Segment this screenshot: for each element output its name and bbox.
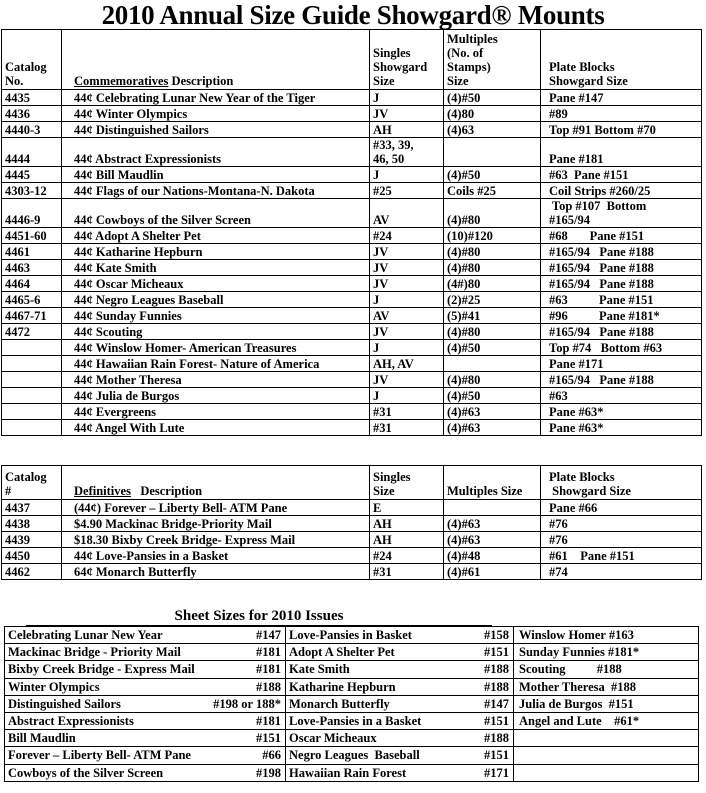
table-row — [5, 644, 699, 661]
catalog-number: 4446-9 — [2, 199, 62, 228]
catalog-number — [2, 340, 62, 356]
issue-name: Abstract Expressionists — [8, 714, 134, 729]
plate-block-size: #63 — [541, 388, 702, 404]
table-row — [2, 420, 702, 436]
issue-name: Negro Leagues Baseball — [289, 748, 420, 763]
plate-block-size: Coil Strips #260/25 — [541, 183, 702, 199]
table-row — [2, 356, 702, 372]
definitives-table — [1, 465, 702, 580]
plate-block-size: Top #91 Bottom #70 — [541, 122, 702, 138]
multiples-size: (4)80 — [444, 106, 541, 122]
singles-size: AH — [370, 122, 444, 138]
sheet-size: #151 — [484, 714, 509, 729]
sheet-size: #188 — [256, 679, 281, 694]
stamp-description: 44¢ Katharine Hepburn — [62, 244, 370, 260]
catalog-number: 4451-60 — [2, 228, 62, 244]
singles-size: JV — [370, 244, 444, 260]
sheet-sizes-title: Sheet Sizes for 2010 Issues — [26, 607, 492, 626]
stamp-description: 44¢ Bill Maudlin — [62, 167, 370, 183]
sheet-item-right: Winslow Homer #163 — [514, 627, 699, 644]
sheet-item-middle — [286, 747, 514, 764]
issue-name: Kate Smith — [289, 662, 350, 677]
catalog-number — [2, 372, 62, 388]
multiples-size: (4)#50 — [444, 90, 541, 106]
header-text: Singles — [373, 470, 411, 484]
table-row — [2, 564, 702, 580]
stamp-description: 64¢ Monarch Butterfly — [62, 564, 370, 580]
header-text: Plate Blocks — [549, 470, 615, 484]
plate-blocks-header — [541, 30, 702, 90]
table-row — [2, 167, 702, 183]
header-text: # — [5, 484, 12, 498]
singles-size: JV — [370, 372, 444, 388]
stamp-description: 44¢ Cowboys of the Silver Screen — [62, 199, 370, 228]
plate-block-size — [541, 199, 702, 228]
sheet-sizes-table — [4, 626, 699, 782]
issue-name: Cowboys of the Silver Screen — [8, 765, 164, 780]
catalog-number: 4472 — [2, 324, 62, 340]
issue-name: Bixby Creek Bridge - Express Mail — [8, 662, 195, 677]
catalog-number: 4439 — [2, 532, 62, 548]
header-text: Multiples Size — [447, 484, 523, 498]
issue-name: Winter Olympics — [8, 679, 100, 694]
table-row — [5, 747, 699, 764]
multiples-size: (2)#25 — [444, 292, 541, 308]
sheet-item-middle — [286, 730, 514, 747]
multiples-size: (4)#50 — [444, 388, 541, 404]
description-header — [62, 466, 370, 500]
header-text: Description — [168, 74, 234, 88]
multiples-size: (4)#80 — [444, 324, 541, 340]
sheet-size: #151 — [484, 645, 509, 660]
multiples-size: (4)#80 — [444, 260, 541, 276]
catalog-number: 4435 — [2, 90, 62, 106]
sheet-item-right: Sunday Funnies #181* — [514, 644, 699, 661]
plate-block-size: #165/94 Pane #188 — [541, 324, 702, 340]
table-row — [2, 516, 702, 532]
table-row — [2, 244, 702, 260]
sheet-size: #147 — [256, 628, 281, 643]
sheet-size: #158 — [484, 628, 509, 643]
cell-line: #33, 39, — [373, 138, 414, 152]
catalog-number — [2, 356, 62, 372]
stamp-description: 44¢ Kate Smith — [62, 260, 370, 276]
plate-blocks-header — [541, 466, 702, 500]
plate-block-size: Pane #171 — [541, 356, 702, 372]
sheet-size: #181 — [256, 662, 281, 677]
plate-block-size: #165/94 Pane #188 — [541, 276, 702, 292]
sheet-item-middle — [286, 764, 514, 781]
sheet-item-right: Mother Theresa #188 — [514, 678, 699, 695]
multiples-size: (4)#80 — [444, 199, 541, 228]
stamp-description: 44¢ Abstract Expressionists — [62, 138, 370, 167]
sheet-item-middle — [286, 678, 514, 695]
table-row — [2, 292, 702, 308]
sheet-size: #188 — [484, 731, 509, 746]
table-row — [5, 730, 699, 747]
catalog-number: 4465-6 — [2, 292, 62, 308]
catalog-header — [2, 466, 62, 500]
plate-block-size: #165/94 Pane #188 — [541, 244, 702, 260]
catalog-number — [2, 420, 62, 436]
catalog-number: 4437 — [2, 500, 62, 516]
table-row — [2, 138, 702, 167]
sheet-item-middle — [286, 661, 514, 678]
catalog-number: 4440-3 — [2, 122, 62, 138]
multiples-size — [444, 500, 541, 516]
description-header — [62, 30, 370, 90]
singles-size: J — [370, 340, 444, 356]
sheet-item-right: Angel and Lute #61* — [514, 712, 699, 729]
sheet-size: #188 — [484, 662, 509, 677]
sheet-size: #151 — [484, 748, 509, 763]
issue-name: Katharine Hepburn — [289, 679, 396, 694]
table-row — [2, 500, 702, 516]
plate-block-size: Pane #63* — [541, 404, 702, 420]
table-row — [2, 228, 702, 244]
plate-block-size: #63 Pane #151 — [541, 292, 702, 308]
stamp-description: 44¢ Adopt A Shelter Pet — [62, 228, 370, 244]
singles-size: #24 — [370, 228, 444, 244]
stamp-description: 44¢ Sunday Funnies — [62, 308, 370, 324]
catalog-number: 4444 — [2, 138, 62, 167]
singles-size: J — [370, 167, 444, 183]
stamp-description: 44¢ Winter Olympics — [62, 106, 370, 122]
header-text: Catalog — [5, 470, 47, 484]
catalog-number: 4467-71 — [2, 308, 62, 324]
sheet-item-left — [5, 712, 286, 729]
sheet-item-left — [5, 764, 286, 781]
singles-size: JV — [370, 106, 444, 122]
multiples-size: Coils #25 — [444, 183, 541, 199]
section-label: Commemoratives — [74, 74, 169, 88]
singles-size: AH — [370, 532, 444, 548]
singles-size: E — [370, 500, 444, 516]
issue-name: Love-Pansies in Basket — [289, 628, 412, 643]
singles-size: AV — [370, 308, 444, 324]
table-row — [2, 260, 702, 276]
table-row — [2, 308, 702, 324]
singles-size: AV — [370, 199, 444, 228]
sheet-size: #188 — [484, 679, 509, 694]
issue-name: Mackinac Bridge - Priority Mail — [8, 645, 181, 660]
catalog-number: 4463 — [2, 260, 62, 276]
plate-block-size: #89 — [541, 106, 702, 122]
stamp-description: (44¢) Forever – Liberty Bell- ATM Pane — [62, 500, 370, 516]
plate-block-size: #165/94 Pane #188 — [541, 372, 702, 388]
header-text: Plate Blocks — [549, 60, 615, 74]
sheet-item-middle — [286, 712, 514, 729]
plate-block-size: #96 Pane #181* — [541, 308, 702, 324]
table-row — [2, 183, 702, 199]
sheet-item-middle — [286, 644, 514, 661]
multiples-size: (4)#63 — [444, 404, 541, 420]
multiples-size: (4)#63 — [444, 532, 541, 548]
table-row — [2, 340, 702, 356]
issue-name: Love-Pansies in a Basket — [289, 714, 422, 729]
stamp-description: 44¢ Angel With Lute — [62, 420, 370, 436]
header-text: Showgard — [373, 60, 428, 74]
plate-block-size: Pane #66 — [541, 500, 702, 516]
sheet-item-right: Scouting #188 — [514, 661, 699, 678]
multiples-size: (10)#120 — [444, 228, 541, 244]
multiples-size: (4)#63 — [444, 516, 541, 532]
sheet-item-middle — [286, 695, 514, 712]
multiples-size: (4)#80 — [444, 244, 541, 260]
singles-size: J — [370, 388, 444, 404]
catalog-number: 4461 — [2, 244, 62, 260]
table-row — [2, 532, 702, 548]
header-text: Showgard Size — [549, 74, 628, 88]
sheet-item-right — [514, 747, 699, 764]
singles-size: AH — [370, 516, 444, 532]
catalog-header — [2, 30, 62, 90]
sheet-item-left — [5, 730, 286, 747]
issue-name: Hawaiian Rain Forest — [289, 765, 407, 780]
singles-header — [370, 466, 444, 500]
catalog-number: 4462 — [2, 564, 62, 580]
table-row — [5, 695, 699, 712]
page-title: 2010 Annual Size Guide Showgard® Mounts — [101, 0, 605, 30]
sheet-item-left — [5, 678, 286, 695]
header-text: No. — [5, 74, 24, 88]
multiples-size — [444, 356, 541, 372]
multiples-size: (4)#48 — [444, 548, 541, 564]
singles-header — [370, 30, 444, 90]
table-row — [5, 678, 699, 695]
header-text: Multiples — [447, 32, 498, 46]
plate-block-size: Pane #63* — [541, 420, 702, 436]
table-row — [2, 548, 702, 564]
header-text: Size — [373, 484, 395, 498]
header-text: (No. of — [447, 46, 484, 60]
stamp-description: 44¢ Celebrating Lunar New Year of the Tiger — [62, 90, 370, 106]
plate-block-size: #68 Pane #151 — [541, 228, 702, 244]
singles-size: JV — [370, 324, 444, 340]
sheet-size: #147 — [484, 696, 509, 711]
issue-name: Distinguished Sailors — [8, 696, 121, 711]
issue-name: Forever – Liberty Bell- ATM Pane — [8, 748, 191, 763]
plate-block-size: Pane #181 — [541, 138, 702, 167]
table-row — [5, 764, 699, 781]
stamp-description: 44¢ Love-Pansies in a Basket — [62, 548, 370, 564]
commemoratives-table — [1, 29, 702, 436]
issue-name: Adopt A Shelter Pet — [289, 645, 395, 660]
sheet-size: #66 — [262, 748, 281, 763]
stamp-description: $4.90 Mackinac Bridge-Priority Mail — [62, 516, 370, 532]
multiples-size: (4)#50 — [444, 340, 541, 356]
singles-size: #25 — [370, 183, 444, 199]
sheet-size: #198 — [256, 765, 281, 780]
issue-name: Bill Maudlin — [8, 731, 76, 746]
multiples-size: (4)#80 — [444, 372, 541, 388]
stamp-description: 44¢ Hawaiian Rain Forest- Nature of America — [62, 356, 370, 372]
plate-block-size: Top #74 Bottom #63 — [541, 340, 702, 356]
table-row — [5, 661, 699, 678]
header-text: Showgard Size — [549, 484, 631, 498]
sheet-size: #198 or 188* — [213, 696, 281, 711]
multiples-size: (4)#61 — [444, 564, 541, 580]
catalog-number: 4436 — [2, 106, 62, 122]
sheet-size: #181 — [256, 645, 281, 660]
sheet-item-left — [5, 747, 286, 764]
singles-size: AH, AV — [370, 356, 444, 372]
table-row — [2, 122, 702, 138]
stamp-description: 44¢ Mother Theresa — [62, 372, 370, 388]
table-row — [2, 90, 702, 106]
singles-size: JV — [370, 276, 444, 292]
multiples-size: (4#)80 — [444, 276, 541, 292]
sheet-size: #181 — [256, 714, 281, 729]
issue-name: Monarch Butterfly — [289, 696, 390, 711]
singles-size: J — [370, 90, 444, 106]
table-row — [2, 106, 702, 122]
table-row — [2, 276, 702, 292]
multiples-header — [444, 466, 541, 500]
table-row — [2, 404, 702, 420]
singles-size: J — [370, 292, 444, 308]
stamp-description: $18.30 Bixby Creek Bridge- Express Mail — [62, 532, 370, 548]
table-row — [2, 324, 702, 340]
sheet-item-left — [5, 661, 286, 678]
header-text: Stamps) — [447, 60, 491, 74]
stamp-description: 44¢ Oscar Micheaux — [62, 276, 370, 292]
section-label: Definitives — [74, 484, 131, 498]
plate-block-size: #74 — [541, 564, 702, 580]
singles-size: JV — [370, 260, 444, 276]
header-text: Catalog — [5, 60, 47, 74]
sheet-item-right — [514, 730, 699, 747]
sheet-size: #151 — [256, 731, 281, 746]
table-row — [2, 372, 702, 388]
stamp-description: 44¢ Winslow Homer- American Treasures — [62, 340, 370, 356]
catalog-number — [2, 404, 62, 420]
multiples-size: (4)#50 — [444, 167, 541, 183]
issue-name: Celebrating Lunar New Year — [8, 628, 163, 643]
stamp-description: 44¢ Flags of our Nations-Montana-N. Dakota — [62, 183, 370, 199]
catalog-number: 4438 — [2, 516, 62, 532]
plate-block-size: #61 Pane #151 — [541, 548, 702, 564]
singles-size — [370, 138, 444, 167]
stamp-description: 44¢ Distinguished Sailors — [62, 122, 370, 138]
singles-size: #31 — [370, 564, 444, 580]
stamp-description: 44¢ Julia de Burgos — [62, 388, 370, 404]
header-text: Singles — [373, 46, 411, 60]
sheet-size: #171 — [484, 765, 509, 780]
catalog-number: 4450 — [2, 548, 62, 564]
header-text: Size — [447, 74, 469, 88]
sheet-item-middle — [286, 627, 514, 644]
sheet-item-right: Julia de Burgos #151 — [514, 695, 699, 712]
table-row — [5, 712, 699, 729]
table-row — [5, 627, 699, 644]
plate-block-size: Pane #147 — [541, 90, 702, 106]
multiples-size: (5)#41 — [444, 308, 541, 324]
table-row — [2, 388, 702, 404]
cell-line: #165/94 — [549, 213, 590, 227]
sheet-item-left — [5, 644, 286, 661]
plate-block-size: #76 — [541, 532, 702, 548]
stamp-description: 44¢ Scouting — [62, 324, 370, 340]
multiples-size — [444, 138, 541, 167]
sheet-item-left — [5, 695, 286, 712]
plate-block-size: #165/94 Pane #188 — [541, 260, 702, 276]
catalog-number: 4303-12 — [2, 183, 62, 199]
singles-size: #31 — [370, 420, 444, 436]
issue-name: Oscar Micheaux — [289, 731, 377, 746]
singles-size: #31 — [370, 404, 444, 420]
stamp-description: 44¢ Evergreens — [62, 404, 370, 420]
table-row — [2, 199, 702, 228]
singles-size: #24 — [370, 548, 444, 564]
header-text: Description — [130, 484, 203, 498]
catalog-number — [2, 388, 62, 404]
sheet-item-right — [514, 764, 699, 781]
sheet-item-left — [5, 627, 286, 644]
cell-line: Top #107 Bottom — [549, 199, 647, 213]
catalog-number: 4464 — [2, 276, 62, 292]
stamp-description: 44¢ Negro Leagues Baseball — [62, 292, 370, 308]
multiples-header — [444, 30, 541, 90]
plate-block-size: #63 Pane #151 — [541, 167, 702, 183]
catalog-number: 4445 — [2, 167, 62, 183]
multiples-size: (4)63 — [444, 122, 541, 138]
cell-line: 46, 50 — [373, 152, 405, 166]
multiples-size: (4)#63 — [444, 420, 541, 436]
plate-block-size: #76 — [541, 516, 702, 532]
header-text: Size — [373, 74, 395, 88]
